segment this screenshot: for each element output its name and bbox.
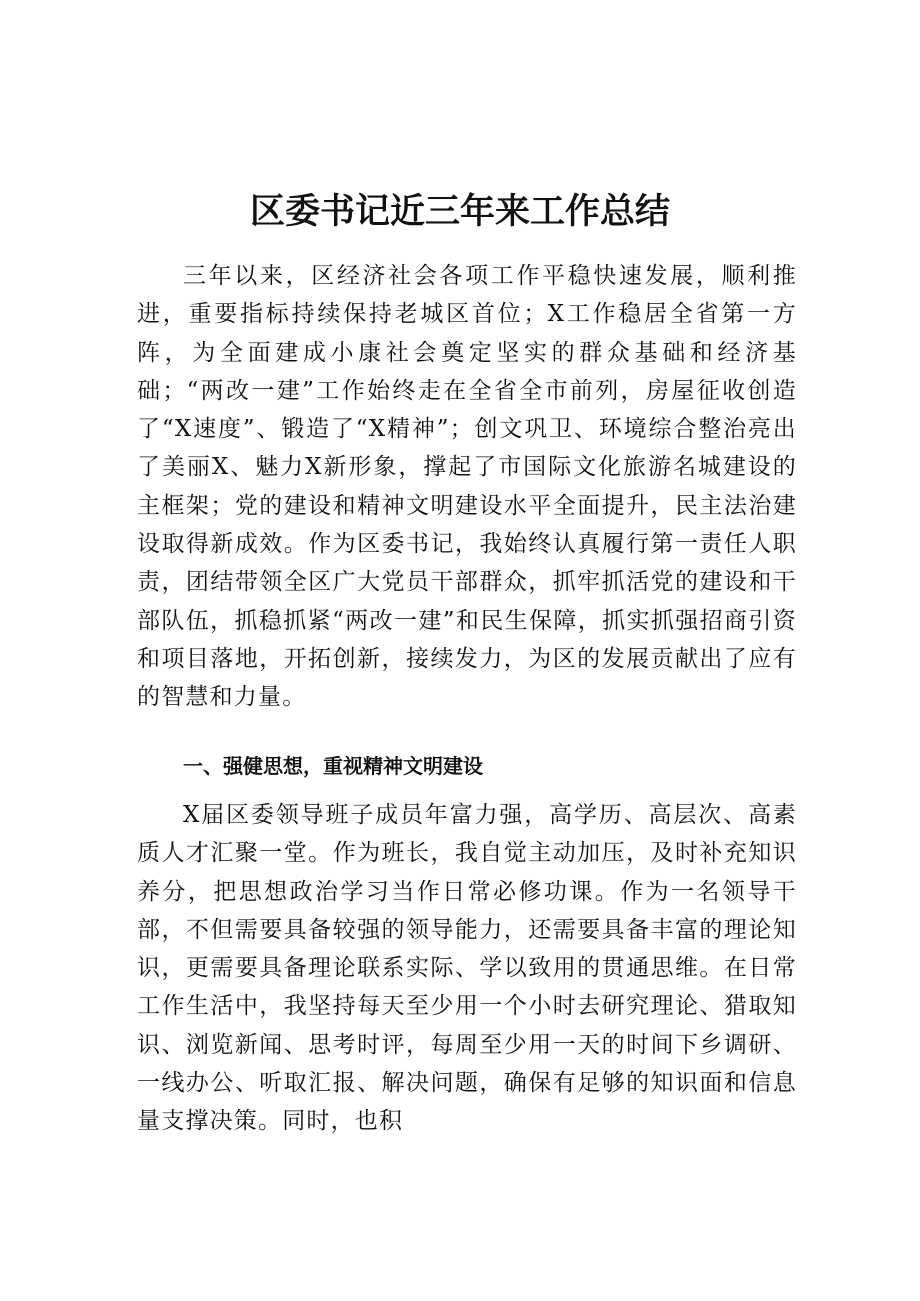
paragraph-intro: 三年以来，区经济社会各项工作平稳快速发展，顺利推进，重要指标持续保持老城区首位；X工作稳居全省第一方阵，为全面建成小康社会奠定坚实的群众基础和经济基础；“两改一建”工作始终走在全省全市前列，房屋征收创造了“X速度”、锻造了“X精神”；创文巩卫、环境综合整治亮出了美丽X、魅力X新形象，撑起了市国际文化旅游名城建设的主框架；党的建设和精神文明建设水平全面提升，民主法治建设取得新成效。作为区委书记，我始终认真履行第一责任人职责，团结带领全区广大党员干部群众，抓牢抓活党的建设和干部队伍，抓稳抓紧“两改一建”和民生保障，抓实抓强招商引资和项目落地，开拓创新，接续发力，为区的发展贡献出了应有的智慧和力量。 <box>137 263 797 711</box>
document-title: 区委书记近三年来工作总结 <box>249 192 670 233</box>
section-heading-1: 一、强健思想，重视精神文明建设 <box>183 754 483 778</box>
paragraph-section-1: X届区委领导班子成员年富力强，高学历、高层次、高素质人才汇聚一堂。作为班长，我自觉主动加压，及时补充知识养分，把思想政治学习当作日常必修功课。作为一名领导干部，不但需要具备较强的领导能力，还需要具备丰富的理论知识，更需要具备理论联系实际、学以致用的贯通思维。在日常工作生活中，我坚持每天至少用一个小时去研究理论、猎取知识、浏览新闻、思考时评，每周至少用一天的时间下乡调研、一线办公、听取汇报、解决问题，确保有足够的知识面和信息量支撑决策。同时，也积 <box>137 802 797 1135</box>
